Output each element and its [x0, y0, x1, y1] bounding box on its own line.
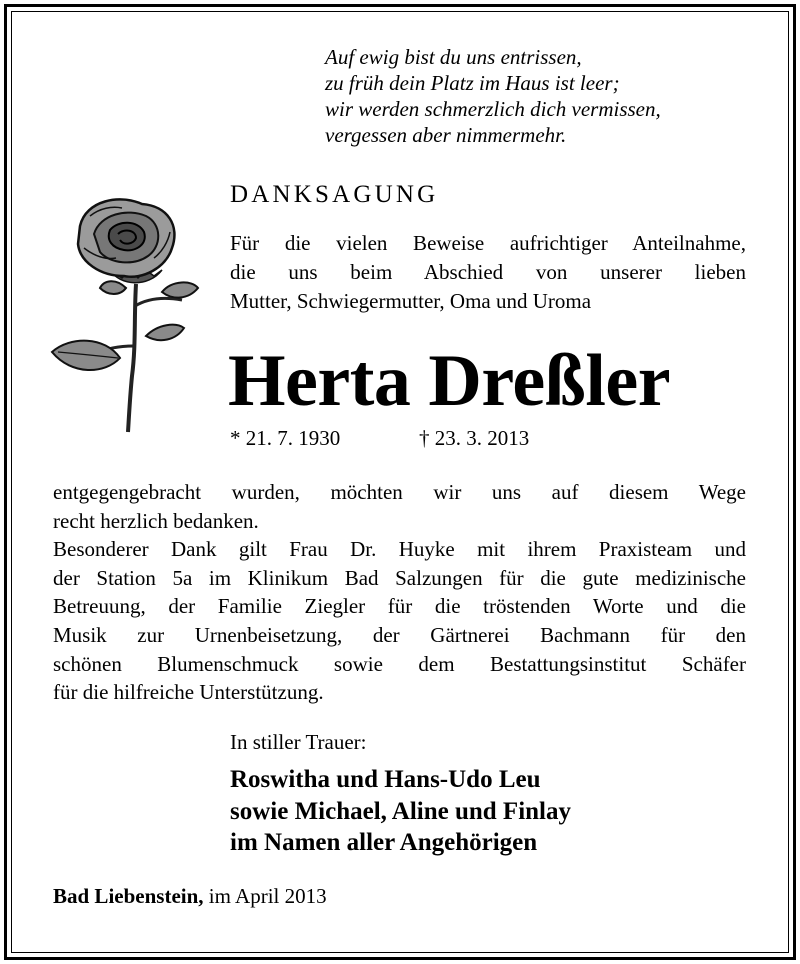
signer-line: im Namen aller Angehörigen — [230, 829, 538, 856]
intro-line: die uns beim Abschied von unserer lieben — [230, 260, 746, 284]
intro-text — [230, 229, 746, 316]
body-line: schönen Blumenschmuck sowie dem Bestattungsinstitut Schäfer — [53, 651, 746, 676]
body-line: Betreuung, der Familie Ziegler für die tröstenden Worte und die — [53, 594, 746, 619]
body-line: recht herzlich bedanken. — [53, 508, 259, 533]
deceased-name: Herta Dreßler — [228, 340, 671, 422]
rose-icon — [50, 196, 200, 436]
death-date: † 23. 3. 2013 — [419, 426, 530, 450]
birth-date: * 21. 7. 1930 — [230, 426, 341, 450]
body-line: entgegengebracht wurden, möchten wir uns auf diesem Wege — [53, 480, 746, 504]
signer-line: sowie Michael, Aline und Finlay — [230, 797, 572, 825]
intro-line: Mutter, Schwiegermutter, Oma und Uroma — [230, 289, 592, 313]
poem-line: vergessen aber nimmermehr. — [325, 123, 567, 147]
life-dates — [230, 426, 530, 451]
body-line: Musik zur Urnenbeisetzung, der Gärtnerei Bachmann für den — [53, 622, 746, 647]
poem-line: wir werden schmerzlich dich vermissen, — [325, 97, 661, 121]
body-text — [53, 478, 746, 707]
signers — [230, 764, 571, 859]
intro-line: Für die vielen Beweise aufrichtiger Anteilnahme, — [230, 231, 746, 255]
poem-line: Auf ewig bist du uns entrissen, — [325, 45, 582, 69]
danksagung-heading: DANKSAGUNG — [230, 181, 439, 208]
poem — [325, 44, 765, 148]
place-name: Bad Liebenstein, — [53, 884, 204, 908]
signer-line: Roswitha und Hans-Udo Leu — [230, 766, 541, 793]
place-date — [53, 884, 327, 909]
date-text: im April 2013 — [203, 884, 327, 908]
body-line: Besonderer Dank gilt Frau Dr. Huyke mit ihrem Praxisteam und — [53, 537, 746, 562]
poem-line: zu früh dein Platz im Haus ist leer; — [325, 71, 620, 95]
mourning-label: In stiller Trauer: — [230, 730, 367, 754]
body-line: für die hilfreiche Unterstützung. — [53, 680, 324, 705]
body-line: der Station 5a im Klinikum Bad Salzungen für die gute medizinische — [53, 565, 746, 590]
